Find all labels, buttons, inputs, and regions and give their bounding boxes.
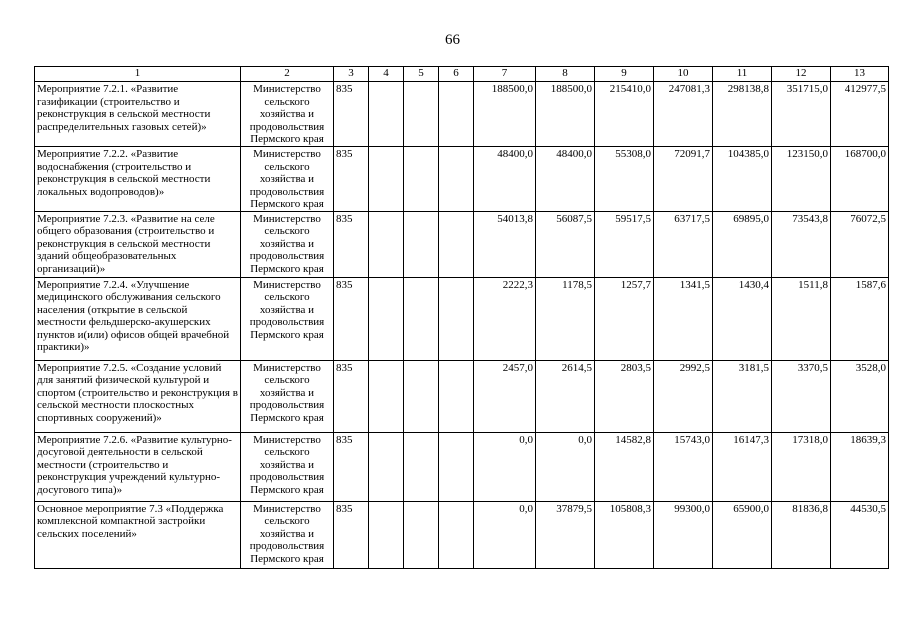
budget-code-cell: 835 [334, 360, 369, 432]
amount-cell: 104385,0 [713, 147, 772, 212]
amount-cell: 3528,0 [831, 360, 889, 432]
table-row [35, 211, 889, 277]
amount-cell: 2222,3 [474, 277, 536, 360]
amount-cell: 1341,5 [654, 277, 713, 360]
empty-cell [404, 360, 439, 432]
amount-cell: 55308,0 [595, 147, 654, 212]
amount-cell: 65900,0 [713, 501, 772, 568]
amount-cell: 2992,5 [654, 360, 713, 432]
empty-cell [404, 147, 439, 212]
column-number: 8 [536, 67, 595, 82]
executor-cell: Министерство сельского хозяйства и продовольствия Пермского края [241, 277, 334, 360]
empty-cell [404, 211, 439, 277]
amount-cell: 81836,8 [772, 501, 831, 568]
column-number: 11 [713, 67, 772, 82]
empty-cell [369, 147, 404, 212]
empty-cell [369, 277, 404, 360]
measure-name-cell: Мероприятие 7.2.4. «Улучшение медицинского обслуживания сельского населения (открытие в сельской местности фельдшерско-акушерских пунктов и(или) офисов общей врачебной практики)» [35, 277, 241, 360]
measure-name-cell: Основное мероприятие 7.3 «Поддержка комплексной компактной застройки сельских поселений» [35, 501, 241, 568]
column-number: 9 [595, 67, 654, 82]
amount-cell: 1430,4 [713, 277, 772, 360]
amount-cell: 17318,0 [772, 432, 831, 501]
table-row [35, 501, 889, 568]
table-row [35, 277, 889, 360]
column-number: 1 [35, 67, 241, 82]
amount-cell: 48400,0 [536, 147, 595, 212]
amount-cell: 16147,3 [713, 432, 772, 501]
amount-cell: 3181,5 [713, 360, 772, 432]
amount-cell: 76072,5 [831, 211, 889, 277]
measure-name-cell: Мероприятие 7.2.3. «Развитие на селе общего образования (строительство и реконструкция в сельской местности зданий общеобразовательных организаций)» [35, 211, 241, 277]
amount-cell: 123150,0 [772, 147, 831, 212]
amount-cell: 1587,6 [831, 277, 889, 360]
column-number: 3 [334, 67, 369, 82]
amount-cell: 44530,5 [831, 501, 889, 568]
table-row [35, 147, 889, 212]
amount-cell: 48400,0 [474, 147, 536, 212]
amount-cell: 247081,3 [654, 82, 713, 147]
amount-cell: 1511,8 [772, 277, 831, 360]
executor-cell: Министерство сельского хозяйства и продовольствия Пермского края [241, 147, 334, 212]
amount-cell: 72091,7 [654, 147, 713, 212]
amount-cell: 14582,8 [595, 432, 654, 501]
amount-cell: 63717,5 [654, 211, 713, 277]
budget-code-cell: 835 [334, 432, 369, 501]
measure-name-cell: Мероприятие 7.2.5. «Создание условий для занятий физической культурой и спортом (строительство и реконструкция в сельской местности плоскостных спортивных сооружений)» [35, 360, 241, 432]
empty-cell [439, 82, 474, 147]
page-number: 66 [445, 32, 460, 48]
executor-cell: Министерство сельского хозяйства и продовольствия Пермского края [241, 211, 334, 277]
table-row [35, 360, 889, 432]
empty-cell [369, 432, 404, 501]
amount-cell: 56087,5 [536, 211, 595, 277]
amount-cell: 3370,5 [772, 360, 831, 432]
column-number: 4 [369, 67, 404, 82]
empty-cell [439, 432, 474, 501]
budget-code-cell: 835 [334, 501, 369, 568]
amount-cell: 54013,8 [474, 211, 536, 277]
empty-cell [439, 501, 474, 568]
amount-cell: 351715,0 [772, 82, 831, 147]
column-number: 6 [439, 67, 474, 82]
empty-cell [369, 360, 404, 432]
empty-cell [369, 501, 404, 568]
empty-cell [404, 82, 439, 147]
measure-name-cell: Мероприятие 7.2.1. «Развитие газификации (строительство и реконструкция в сельской местности распределительных газовых сетей)» [35, 82, 241, 147]
budget-code-cell: 835 [334, 277, 369, 360]
column-number-row [35, 67, 889, 82]
empty-cell [404, 501, 439, 568]
budget-code-cell: 835 [334, 211, 369, 277]
amount-cell: 18639,3 [831, 432, 889, 501]
executor-cell: Министерство сельского хозяйства и продовольствия Пермского края [241, 501, 334, 568]
amount-cell: 1257,7 [595, 277, 654, 360]
executor-cell: Министерство сельского хозяйства и продовольствия Пермского края [241, 432, 334, 501]
amount-cell: 0,0 [536, 432, 595, 501]
column-number: 12 [772, 67, 831, 82]
column-number: 13 [831, 67, 889, 82]
table-row [35, 432, 889, 501]
amount-cell: 188500,0 [536, 82, 595, 147]
empty-cell [369, 82, 404, 147]
amount-cell: 412977,5 [831, 82, 889, 147]
budget-code-cell: 835 [334, 82, 369, 147]
measure-name-cell: Мероприятие 7.2.6. «Развитие культурно-досуговой деятельности в сельской местности (строительство и реконструкция учреждений культурно-досугового типа)» [35, 432, 241, 501]
amount-cell: 188500,0 [474, 82, 536, 147]
amount-cell: 298138,8 [713, 82, 772, 147]
column-number: 5 [404, 67, 439, 82]
executor-cell: Министерство сельского хозяйства и продовольствия Пермского края [241, 360, 334, 432]
empty-cell [439, 277, 474, 360]
amount-cell: 0,0 [474, 501, 536, 568]
column-number: 7 [474, 67, 536, 82]
table-row [35, 82, 889, 147]
empty-cell [439, 147, 474, 212]
program-budget-table [34, 66, 889, 569]
measure-name-cell: Мероприятие 7.2.2. «Развитие водоснабжения (строительство и реконструкция в сельской местности локальных водопроводов)» [35, 147, 241, 212]
amount-cell: 105808,3 [595, 501, 654, 568]
empty-cell [404, 432, 439, 501]
amount-cell: 99300,0 [654, 501, 713, 568]
amount-cell: 2457,0 [474, 360, 536, 432]
amount-cell: 0,0 [474, 432, 536, 501]
amount-cell: 215410,0 [595, 82, 654, 147]
empty-cell [439, 360, 474, 432]
column-number: 2 [241, 67, 334, 82]
budget-code-cell: 835 [334, 147, 369, 212]
amount-cell: 2803,5 [595, 360, 654, 432]
empty-cell [369, 211, 404, 277]
amount-cell: 69895,0 [713, 211, 772, 277]
amount-cell: 2614,5 [536, 360, 595, 432]
amount-cell: 15743,0 [654, 432, 713, 501]
column-number: 10 [654, 67, 713, 82]
amount-cell: 73543,8 [772, 211, 831, 277]
amount-cell: 1178,5 [536, 277, 595, 360]
amount-cell: 59517,5 [595, 211, 654, 277]
amount-cell: 37879,5 [536, 501, 595, 568]
empty-cell [404, 277, 439, 360]
amount-cell: 168700,0 [831, 147, 889, 212]
executor-cell: Министерство сельского хозяйства и продовольствия Пермского края [241, 82, 334, 147]
empty-cell [439, 211, 474, 277]
